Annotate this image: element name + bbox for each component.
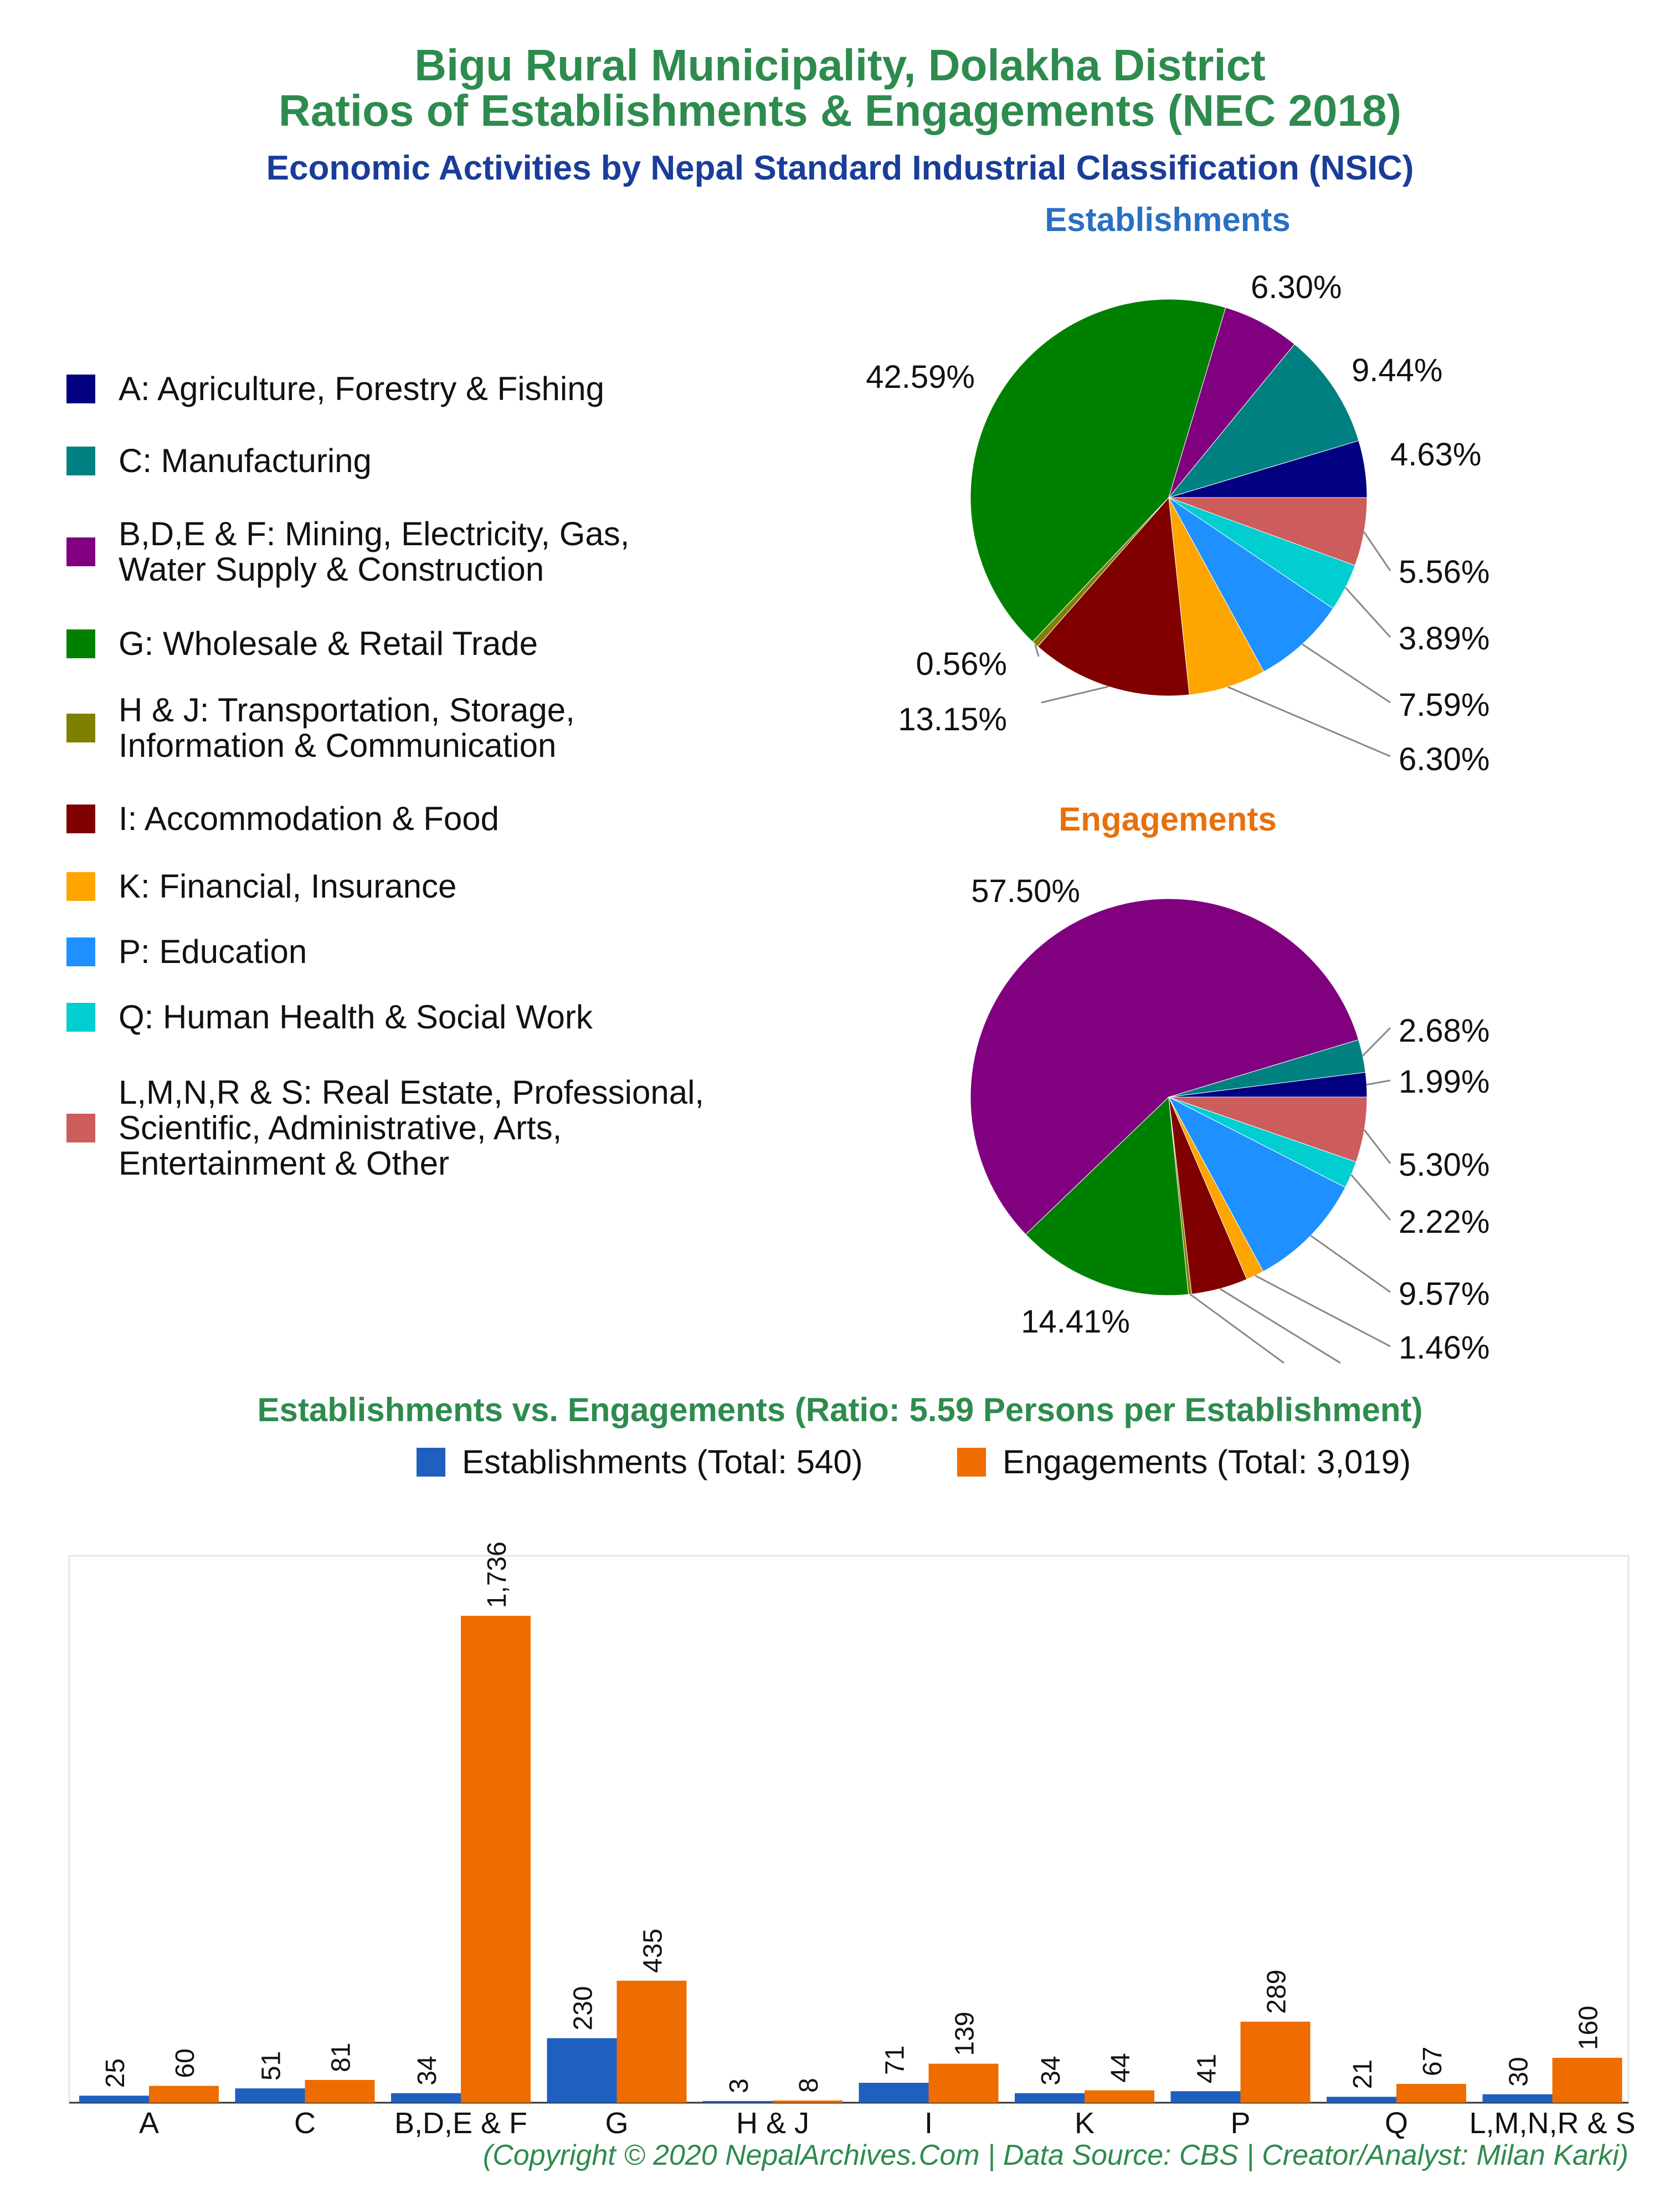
pie0-label-i: 13.15% — [898, 701, 1007, 737]
x-tick-label-c: C — [294, 2107, 316, 2140]
pie1-leader-a — [1366, 1080, 1390, 1085]
legend-label-g: G: Wholesale & Retail Trade — [119, 625, 538, 662]
bar-engagements-a — [149, 2086, 219, 2103]
pie1-label-bdef: 57.50% — [971, 873, 1080, 909]
bar-engagements-g — [617, 1981, 687, 2103]
pie0-label-q: 3.89% — [1399, 621, 1490, 657]
bar-establishments-i — [859, 2083, 929, 2103]
bar-establishments-c — [235, 2088, 305, 2103]
bar-value-label-establishments-p: 41 — [1192, 2053, 1222, 2084]
bar-value-label-establishments-lmnrs: 30 — [1504, 2057, 1534, 2087]
pie0-leader-q — [1345, 588, 1390, 637]
pie0-leader-k — [1228, 687, 1390, 756]
legend-label-a: A: Agriculture, Forestry & Fishing — [119, 370, 604, 407]
footer-credit: (Copyright © 2020 NepalArchives.Com | Data Source: CBS | Creator/Analyst: Milan Karki) — [482, 2139, 1628, 2171]
pie1-leader-hj — [1190, 1294, 1284, 1363]
bar-value-label-establishments-g: 230 — [568, 1986, 598, 2031]
pie0-label-hj: 0.56% — [916, 646, 1007, 682]
pie0-leader-i — [1041, 686, 1108, 703]
bar-establishments-k — [1015, 2093, 1085, 2103]
pie1-leader-lmnrs — [1364, 1130, 1390, 1164]
bar-engagements-bdef — [461, 1616, 531, 2103]
legend-label-i: I: Accommodation & Food — [119, 800, 500, 837]
pie1-leader-c — [1363, 1028, 1390, 1056]
pie1-label-c: 2.68% — [1399, 1013, 1490, 1049]
bar-value-label-establishments-q: 21 — [1348, 2059, 1378, 2089]
bar-value-label-establishments-hj: 3 — [725, 2078, 754, 2093]
bar-legend-swatch-engagements — [957, 1448, 986, 1477]
bar-value-label-engagements-k: 44 — [1106, 2053, 1136, 2083]
chart-title-line2: Ratios of Establishments & Engagements (NEC 2018) — [278, 86, 1402, 135]
pie0-label-c: 9.44% — [1352, 352, 1443, 388]
bar-value-label-engagements-a: 60 — [171, 2048, 200, 2078]
pie1-leader-p — [1311, 1236, 1390, 1292]
bar-engagements-i — [929, 2064, 999, 2103]
bar-establishments-bdef — [391, 2093, 461, 2103]
bar-establishments-g — [547, 2038, 617, 2103]
x-tick-label-bdef: B,D,E & F — [394, 2107, 528, 2140]
bar-chart-title: Establishments vs. Engagements (Ratio: 5.59 Persons per Establishment) — [257, 1391, 1423, 1428]
bar-value-label-engagements-lmnrs: 160 — [1574, 2005, 1604, 2051]
pie0-leader-lmnrs — [1364, 532, 1390, 571]
pie1-leader-q — [1351, 1175, 1390, 1220]
legend-label-lmnrs: L,M,N,R & S: Real Estate, Professional, Scientific, Administrative, Arts, Entertainment & Other — [119, 1074, 705, 1182]
pie1-leader-i — [1220, 1289, 1340, 1363]
bar-value-label-engagements-hj: 8 — [794, 2078, 824, 2093]
bar-legend-establishments — [417, 1443, 863, 1481]
pie0-label-a: 4.63% — [1390, 437, 1482, 473]
bar-establishments-lmnrs — [1483, 2094, 1553, 2103]
x-tick-label-i: I — [924, 2107, 933, 2140]
bar-legend-engagements — [957, 1443, 1411, 1481]
bar-establishments-p — [1171, 2091, 1241, 2103]
legend-label-k: K: Financial, Insurance — [119, 868, 457, 905]
bar-engagements-c — [305, 2080, 375, 2103]
bar-value-label-establishments-k: 34 — [1036, 2056, 1066, 2086]
legend-label-bdef: B,D,E & F: Mining, Electricity, Gas, Water Supply & Construction — [119, 515, 630, 588]
legend-label-q: Q: Human Health & Social Work — [119, 998, 593, 1036]
bar-establishments-q — [1327, 2097, 1396, 2103]
bar-plot-frame — [69, 1556, 1628, 2103]
bar-value-label-engagements-bdef: 1,736 — [482, 1541, 512, 1608]
x-tick-label-p: P — [1230, 2107, 1251, 2140]
bar-value-label-establishments-i: 71 — [880, 2045, 910, 2076]
bar-value-label-establishments-a: 25 — [101, 2058, 130, 2088]
pie1-label-a: 1.99% — [1399, 1064, 1490, 1100]
pie1-label-q: 2.22% — [1399, 1204, 1490, 1240]
x-tick-label-lmnrs: L,M,N,R & S — [1469, 2107, 1636, 2140]
bar-engagements-q — [1396, 2084, 1466, 2103]
bar-engagements-k — [1085, 2090, 1154, 2103]
legend-label-c: C: Manufacturing — [119, 442, 372, 479]
pie1-leader-k — [1255, 1275, 1390, 1346]
bar-establishments-a — [79, 2095, 149, 2103]
bar-legend-label-engagements: Engagements (Total: 3,019) — [1003, 1443, 1411, 1480]
bar-establishments-hj — [703, 2101, 773, 2103]
pie1-label-lmnrs: 5.30% — [1399, 1147, 1490, 1183]
bar-value-label-engagements-g: 435 — [638, 1928, 668, 1973]
bar-value-label-engagements-c: 81 — [326, 2042, 356, 2073]
legend-label-hj: H & J: Transportation, Storage, Information & Communication — [119, 691, 575, 764]
bar-value-label-establishments-c: 51 — [256, 2051, 286, 2081]
x-tick-label-k: K — [1074, 2107, 1095, 2140]
pie0-label-p: 7.59% — [1399, 687, 1490, 723]
x-tick-label-hj: H & J — [736, 2107, 810, 2140]
pie0-label-g: 42.59% — [866, 359, 975, 395]
pie0-label-bdef: 6.30% — [1251, 269, 1342, 305]
bar-legend-label-establishments: Establishments (Total: 540) — [462, 1443, 863, 1480]
bar-value-label-engagements-i: 139 — [950, 2011, 980, 2056]
x-tick-label-g: G — [605, 2107, 629, 2140]
pie0-label-k: 6.30% — [1399, 741, 1490, 777]
pie0-leader-p — [1302, 644, 1390, 703]
x-tick-label-a: A — [138, 2107, 160, 2140]
pie1-label-k: 1.46% — [1399, 1330, 1490, 1366]
bar-legend-swatch-establishments — [417, 1448, 445, 1477]
x-tick-label-q: Q — [1384, 2107, 1409, 2140]
establishments-pie-title: Establishments — [1045, 201, 1291, 238]
legend-label-p: P: Education — [119, 933, 307, 970]
pie1-label-g: 14.41% — [1021, 1304, 1130, 1340]
pie0-label-lmnrs: 5.56% — [1399, 554, 1490, 590]
pie1-label-p: 9.57% — [1399, 1276, 1490, 1312]
bar-engagements-lmnrs — [1553, 2058, 1622, 2103]
engagements-pie-title: Engagements — [1059, 801, 1277, 838]
bar-engagements-p — [1241, 2022, 1311, 2103]
bar-value-label-establishments-bdef: 34 — [413, 2056, 442, 2086]
chart-title: Bigu Rural Municipality, Dolakha District — [414, 40, 1266, 90]
bar-value-label-engagements-p: 289 — [1262, 1969, 1292, 2014]
bar-value-label-engagements-q: 67 — [1418, 2046, 1447, 2077]
bar-engagements-hj — [773, 2100, 842, 2103]
chart-subtitle: Economic Activities by Nepal Standard Industrial Classification (NSIC) — [266, 149, 1414, 187]
